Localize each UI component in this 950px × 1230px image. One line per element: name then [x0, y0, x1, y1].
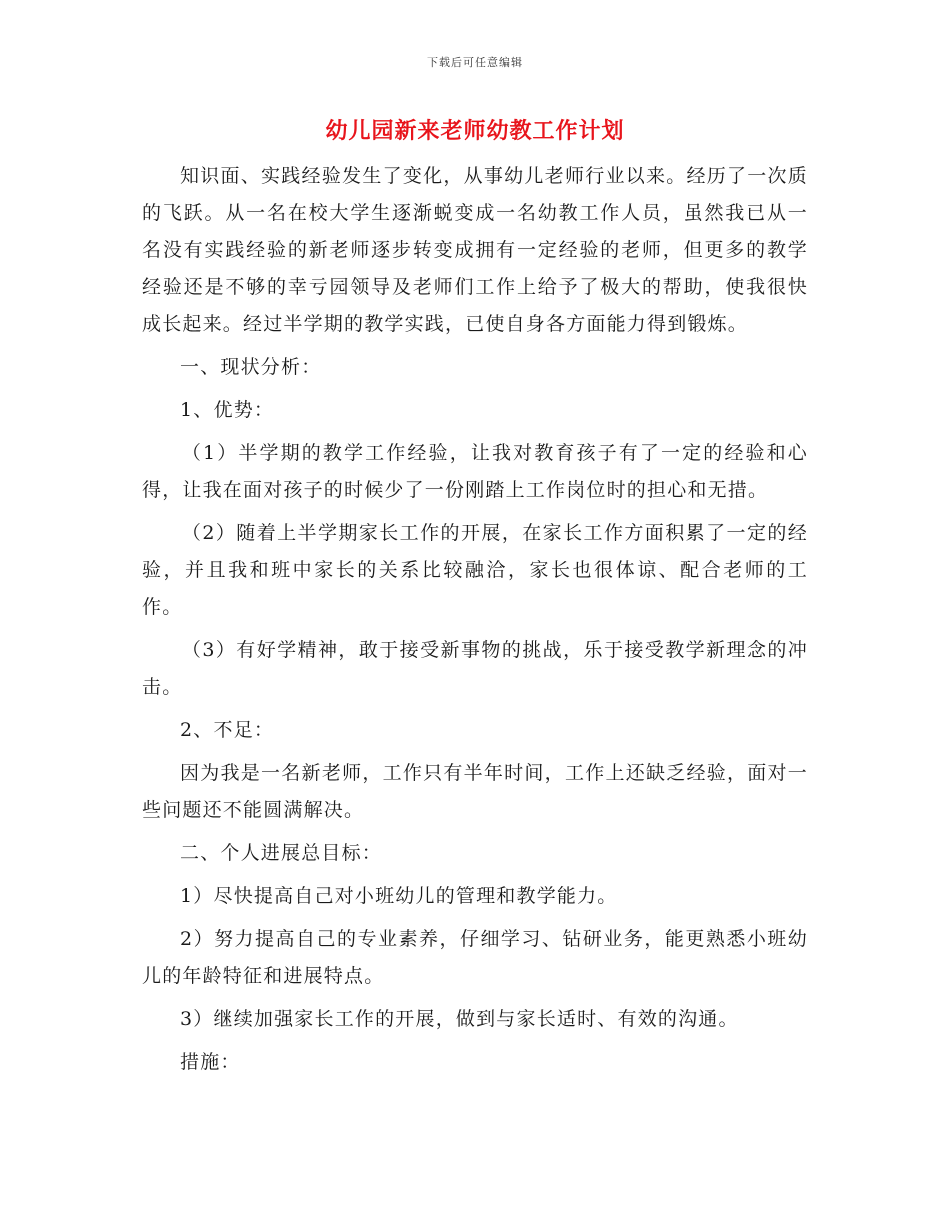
heading-weaknesses: 2、不足：: [180, 719, 275, 741]
heading-strengths: 1、优势：: [180, 399, 275, 421]
paragraph-goal-3: 3）继续加强家长工作的开展，做到与家长适时、有效的沟通。: [180, 1008, 739, 1030]
heading-goals: 二、个人进展总目标：: [180, 842, 383, 864]
paragraph-strength-2: （2）随着上半学期家长工作的开展，在家长工作方面积累了一定的经验，并且我和班中家长的关系比较融洽，家长也很体谅、配合老师的工作。: [142, 522, 808, 618]
header-note: 下载后可任意编辑: [427, 56, 523, 69]
heading-status-analysis: 一、现状分析：: [180, 356, 322, 378]
paragraph-strength-3: （3）有好学精神，敢于接受新事物的挑战，乐于接受教学新理念的冲击。: [142, 639, 808, 698]
document-body: [142, 158, 808, 1081]
paragraph-goal-1: 1）尽快提高自己对小班幼儿的管理和教学能力。: [180, 885, 618, 907]
paragraph-weakness: 因为我是一名新老师，工作只有半年时间，工作上还缺乏经验，面对一些问题还不能圆满解决。: [142, 762, 808, 821]
paragraph-goal-2: 2）努力提高自己的专业素养，仔细学习、钻研业务，能更熟悉小班幼儿的年龄特征和进展特点。: [142, 928, 808, 987]
heading-measures: 措施：: [180, 1051, 241, 1073]
document-title: 幼儿园新来老师幼教工作计划: [325, 118, 625, 144]
paragraph-intro: 知识面、实践经验发生了变化，从事幼儿老师行业以来。经历了一次质的飞跃。从一名在校大学生逐渐蜕变成一名幼教工作人员，虽然我已从一名没有实践经验的新老师逐步转变成拥有一定经验的老师，但更多的教学经验还是不够的幸亏园领导及老师们工作上给予了极大的帮助，使我很快成长起来。经过半学期的教学实践，已使自身各方面能力得到锻炼。: [142, 165, 808, 335]
paragraph-strength-1: （1）半学期的教学工作经验，让我对教育孩子有了一定的经验和心得，让我在面对孩子的时候少了一份刚踏上工作岗位时的担心和无措。: [142, 442, 808, 501]
